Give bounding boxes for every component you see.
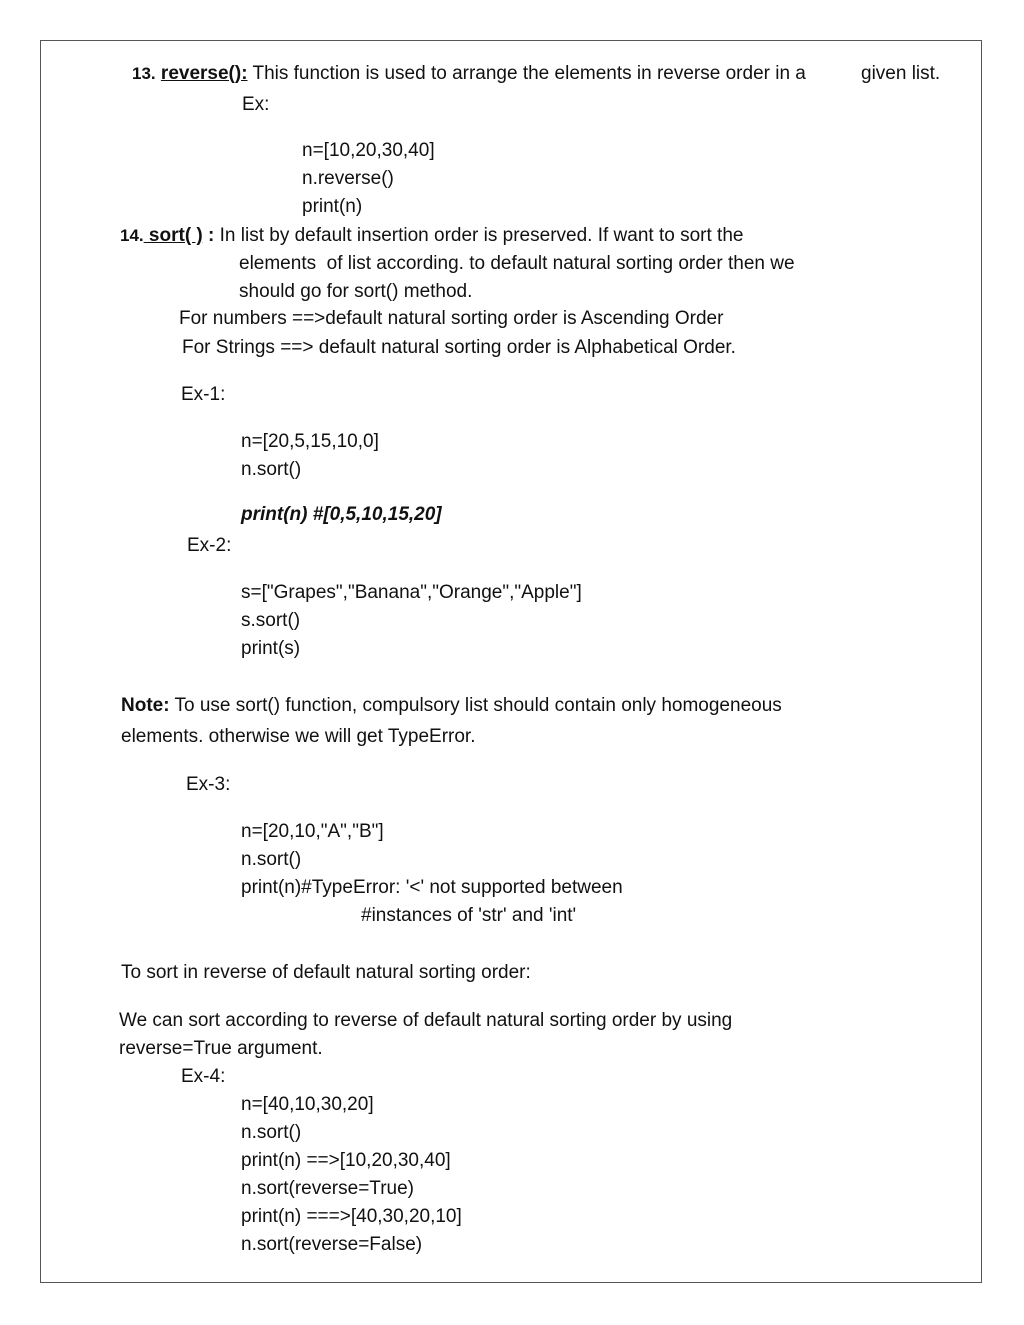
code-line: print(n)	[302, 196, 363, 217]
note-text-continued: elements. otherwise we will get TypeError.	[121, 726, 476, 747]
section-13-description-end: given list.	[861, 63, 941, 84]
section-13-heading	[132, 63, 806, 85]
code-line: n.sort()	[241, 1122, 302, 1143]
example-1-label: Ex-1:	[181, 384, 226, 405]
code-line: print(n) ==>[10,20,30,40]	[241, 1150, 451, 1171]
section-14-number: 14.	[120, 226, 144, 245]
code-line: print(s)	[241, 638, 301, 659]
section-14-description: In list by default insertion order is preserved. If want to sort the	[214, 225, 744, 246]
code-line: n.sort()	[241, 459, 302, 480]
section-14-colon: :	[202, 225, 215, 246]
code-line: n=[20,5,15,10,0]	[241, 431, 379, 452]
note-text: To use sort() function, compulsory list should contain only homogeneous	[169, 695, 782, 716]
reverse-sort-text: reverse=True argument.	[119, 1038, 323, 1059]
note-line	[121, 695, 782, 717]
section-14-description-line: elements of list according. to default natural sorting order then we	[239, 253, 795, 274]
section-14-heading	[120, 225, 743, 247]
reverse-sort-text: We can sort according to reverse of default natural sorting order by using	[119, 1010, 733, 1031]
code-line: n.reverse()	[302, 168, 394, 189]
example-4-label: Ex-4:	[181, 1066, 226, 1087]
strings-order-line: For Strings ==> default natural sorting order is Alphabetical Order.	[182, 337, 736, 358]
code-comment-continued: #instances of 'str' and 'int'	[361, 905, 577, 926]
numbers-order-line: For numbers ==>default natural sorting order is Ascending Order	[179, 308, 724, 329]
example-1-result: print(n) #[0,5,10,15,20]	[241, 504, 442, 525]
code-line: n=[20,10,"A","B"]	[241, 821, 384, 842]
section-13-number: 13.	[132, 64, 156, 83]
section-14-description-line: should go for sort() method.	[239, 281, 473, 302]
code-line: n.sort(reverse=True)	[241, 1178, 414, 1199]
code-line: n=[40,10,30,20]	[241, 1094, 374, 1115]
reverse-sort-heading: To sort in reverse of default natural sorting order:	[121, 962, 531, 983]
code-line: s.sort()	[241, 610, 301, 631]
example-3-label: Ex-3:	[186, 774, 231, 795]
section-13-description: This function is used to arrange the elements in reverse order in a	[247, 63, 806, 84]
code-line: print(n)#TypeError: '<' not supported between	[241, 877, 623, 898]
section-13-function-name: reverse():	[160, 63, 248, 84]
example-2-label: Ex-2:	[187, 535, 232, 556]
code-line: n=[10,20,30,40]	[302, 140, 435, 161]
code-line: print(n) ===>[40,30,20,10]	[241, 1206, 462, 1227]
section-13-example-label: Ex:	[242, 94, 270, 115]
note-label: Note:	[121, 695, 170, 716]
code-line: s=["Grapes","Banana","Orange","Apple"]	[241, 582, 582, 603]
section-14-function-name: sort( )	[143, 225, 203, 246]
code-line: n.sort()	[241, 849, 302, 870]
code-line: n.sort(reverse=False)	[241, 1234, 423, 1255]
